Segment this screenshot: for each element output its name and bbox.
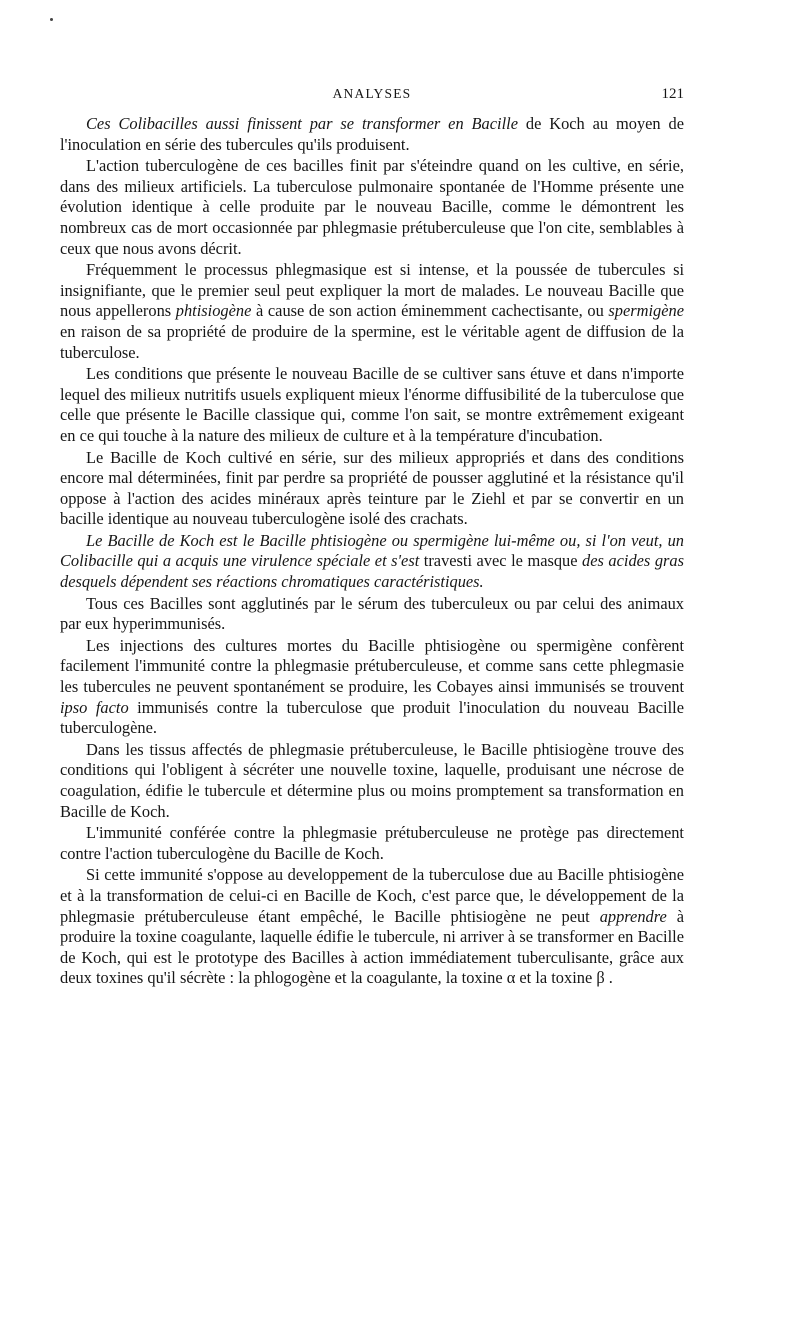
text-run: Tous ces Bacilles sont agglutinés par le sérum des tuberculeux ou par celui des animaux par eux hyperimmunisés. bbox=[60, 593, 684, 634]
text-run: Les conditions que présente le nouveau Bacille de se cultiver sans étuve et dans n'importe lequel des milieux nutritifs usuels expliquent mieux l'énorme diffusibilité de la tuberculose que celle que présente le Bacille classique qui, comme l'on sait, se montre extrêmement exigeant en ce qui touche à la nature des milieux de culture et à la température d'incubation. bbox=[60, 364, 684, 445]
page-number: 121 bbox=[661, 86, 684, 102]
text-run: de Koch au moyen de l'inoculation en série des tubercules qu'ils produisent. bbox=[60, 114, 684, 154]
text-run: à cause de son action éminemment cachectisante, ou bbox=[251, 301, 609, 321]
paragraph bbox=[60, 448, 684, 530]
paragraph bbox=[60, 531, 684, 593]
text-run: Le Bacille de Koch cultivé en série, sur des milieux appropriés et dans des conditions encore mal déterminées, finit par perdre sa propriété de pousser agglutiné et la résistance qu'il oppose à l'action des acides minéraux après teinture par le Ziehl et par se convertir en un bacille identique au nouveau tuberculogène isolé des crachats. bbox=[60, 447, 684, 529]
header-title: ANALYSES bbox=[332, 86, 412, 101]
text-run: L'immunité conférée contre la phlegmasie prétuberculeuse ne protège pas directement contre l'action tuberculogène du Bacille de Koch. bbox=[60, 823, 684, 863]
body-text bbox=[60, 114, 684, 989]
paragraph bbox=[60, 594, 684, 635]
paragraph bbox=[60, 114, 684, 155]
paragraph bbox=[60, 636, 684, 739]
text-run: immunisés contre la tuberculose que produit l'inoculation du nouveau Bacille tuberculogène. bbox=[60, 697, 684, 738]
italic-run: spermigène bbox=[608, 301, 684, 321]
italic-run: Le Bacille de Koch est le Bacille phtisiogène ou spermigène lui-même ou, si l'on veut, un Colibacille qui a acquis une virulence spéciale et s'est bbox=[60, 530, 684, 571]
italic-run: apprendre bbox=[599, 906, 667, 926]
italic-run: Ces Colibacilles aussi finissent par se transformer en Bacille bbox=[86, 114, 518, 133]
text-run: travesti avec le masque bbox=[419, 551, 583, 571]
paragraph bbox=[60, 260, 684, 363]
paragraph bbox=[60, 865, 684, 989]
text-run: Fréquemment le processus phlegmasique est si intense, et la poussée de tubercules si insignifiante, que le premier seul peut expliquer la mort de malades. Le nouveau Bacille que nous appellerons bbox=[60, 260, 684, 321]
stray-speck bbox=[50, 18, 53, 21]
text-run: à produire la toxine coagulante, laquelle édifie le tubercule, ni arriver à se transformer en Bacille de Koch, qui est le prototype des Bacilles à action immédiatement tuberculisante, grâce aux deux toxines qu'il sécrète : la phlogogène et la coagulante, la toxine α et la toxine β . bbox=[60, 906, 684, 988]
running-header bbox=[60, 84, 684, 114]
text-run: Les injections des cultures mortes du Bacille phtisiogène ou spermigène confèrent facilement l'immunité contre la phlegmasie prétuberculeuse, et comme sans cette phlegmasie les tubercules ne peuvent spontanément se produire, les Cobayes ainsi immunisés se trouvent bbox=[60, 635, 684, 697]
italic-run: des acides gras desquels dépendent ses réactions chromatiques caractéristiques. bbox=[60, 551, 684, 592]
text-run: en raison de sa propriété de produire de la spermine, est le véritable agent de diffusion de la tuberculose. bbox=[60, 321, 684, 362]
text-run: Dans les tissus affectés de phlegmasie prétuberculeuse, le Bacille phtisiogène trouve des conditions qui l'obligent à sécréter une nouvelle toxine, laquelle, produisant une nécrose de coagulation, édifie le tubercule et détermine plus ou moins promptement sa transformation en Bacille de Koch. bbox=[60, 739, 684, 821]
paragraph bbox=[60, 156, 684, 259]
paragraph bbox=[60, 364, 684, 446]
italic-run: phtisiogène bbox=[175, 301, 252, 321]
text-run: Si cette immunité s'oppose au developpement de la tuberculose due au Bacille phtisiogène et à la transformation de celui-ci en Bacille de Koch, c'est parce que, le développement de la phlegmasie prétuberculeuse étant empêché, le Bacille phtisiogène ne peut bbox=[60, 865, 684, 926]
text-run: L'action tuberculogène de ces bacilles finit par s'éteindre quand on les cultive, en série, dans des milieux artificiels. La tuberculose pulmonaire spontanée de l'Homme présente une évolution identique à celle produite par le nouveau Bacille, comme le démontrent les nombreux cas de mort occasionnée par phlegmasie prétuberculeuse que l'on cite, semblables à ceux que nous avons décrit. bbox=[60, 156, 684, 258]
document-page bbox=[60, 84, 684, 989]
italic-run: ipso facto bbox=[60, 697, 129, 717]
paragraph bbox=[60, 740, 684, 822]
paragraph bbox=[60, 823, 684, 864]
